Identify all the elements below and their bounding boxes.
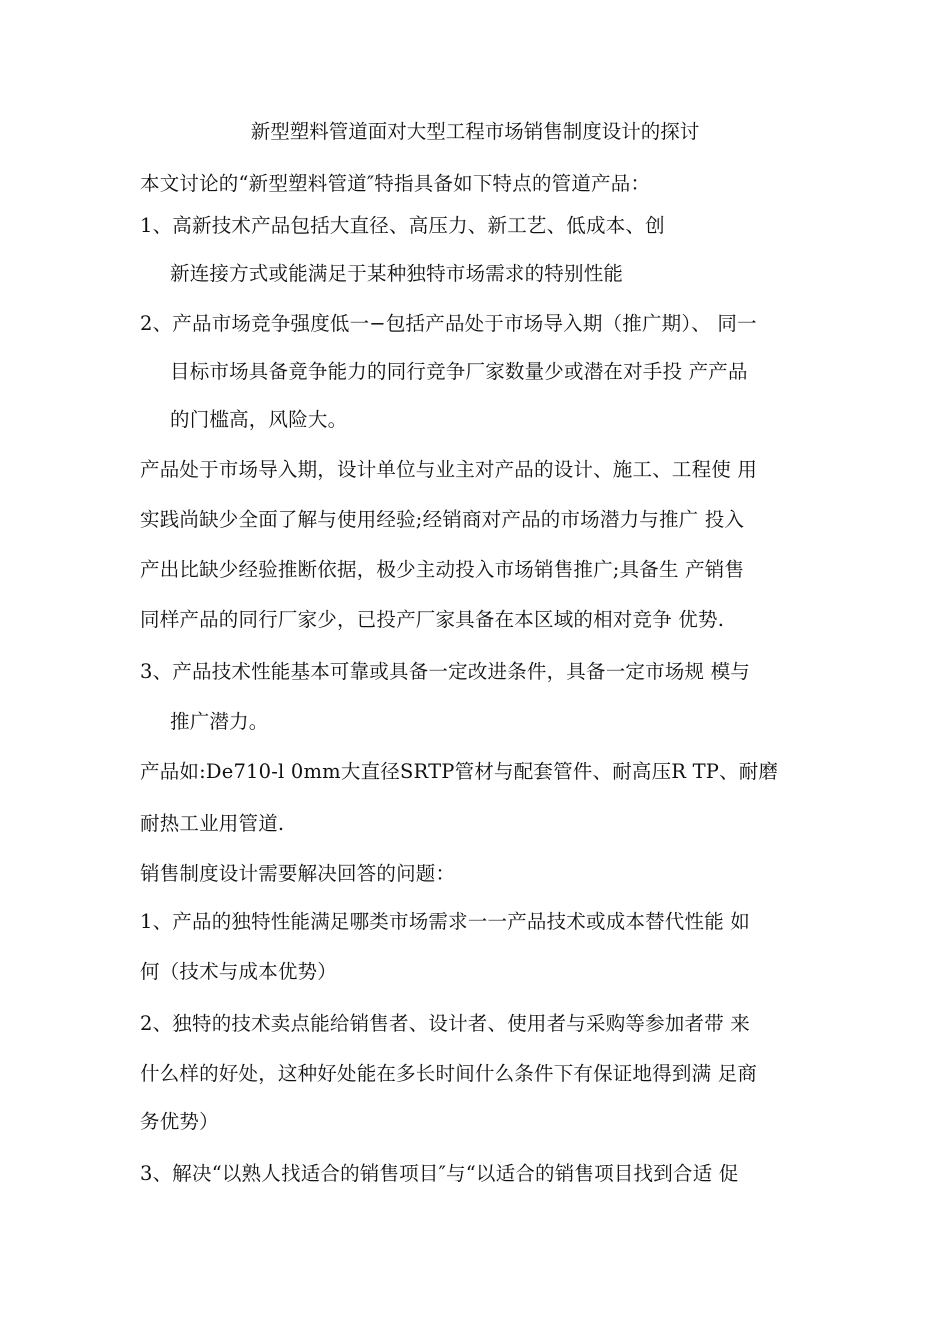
list-item-line: 目标市场具备竟争能力的同行竞争厂家数量少或潜在对手投 产产品	[170, 360, 748, 383]
paragraph-line: 产出比缺少经验推断依据，极少主动投入市场销售推广;具备生 产销售	[140, 558, 745, 581]
document-title: 新型塑料管道面对大型工程市场销售制度设计的探讨	[250, 120, 700, 143]
paragraph-line: 耐热工业用管道.	[140, 812, 285, 835]
list-item-line: 3、解决“以熟人找适合的销售项目″与“以适合的销售项目找到合适 促	[140, 1162, 739, 1185]
paragraph-line: 产品如:De710-l 0mm大直径SRTP管材与配套管件、耐高压R TP、耐磨	[140, 760, 779, 783]
paragraph-line: 实践尚缺少全面了解与使用经验;经销商对产品的市场潜力与推广 投入	[140, 508, 745, 531]
paragraph-line: 产品处于市场导入期，设计单位与业主对产品的设计、施工、工程使 用	[140, 458, 758, 481]
list-item-line: 3、产品技术性能基本可靠或具备一定改进条件，具备一定市场规 模与	[140, 660, 751, 683]
list-item-line: 什么样的好处，这种好处能在多长时间什么条件下有保证地得到满 足商	[140, 1062, 758, 1085]
list-item-line: 1、高新技术产品包括大直径、高压力、新工艺、低成本、创	[140, 214, 665, 237]
list-item-line: 2、产品市场竞争强度低一−包括产品处于市场导入期（推广期）、 同一	[140, 312, 757, 335]
list-item-line: 推广潜力。	[170, 710, 269, 733]
paragraph-line: 销售制度设计需要解决回答的问题：	[140, 862, 456, 885]
list-item-line: 务优势）	[140, 1110, 219, 1133]
paragraph-line: 同样产品的同行厂家少，已投产厂家具备在本区域的相对竞争 优势.	[140, 608, 725, 631]
list-item-line: 新连接方式或能满足于某种独特市场需求的特别性能	[170, 262, 624, 285]
paragraph-line: 本文讨论的“新型塑料管道″特指具备如下特点的管道产品：	[140, 172, 651, 195]
list-item-line: 2、独特的技术卖点能给销售者、设计者、使用者与采购等参加者带 来	[140, 1012, 751, 1035]
list-item-line: 的门槛高，风险大。	[170, 408, 348, 431]
list-item-line: 何（技术与成本优势）	[140, 960, 338, 983]
list-item-line: 1、产品的独特性能满足哪类市场需求一一产品技术或成本替代性能 如	[140, 910, 751, 933]
